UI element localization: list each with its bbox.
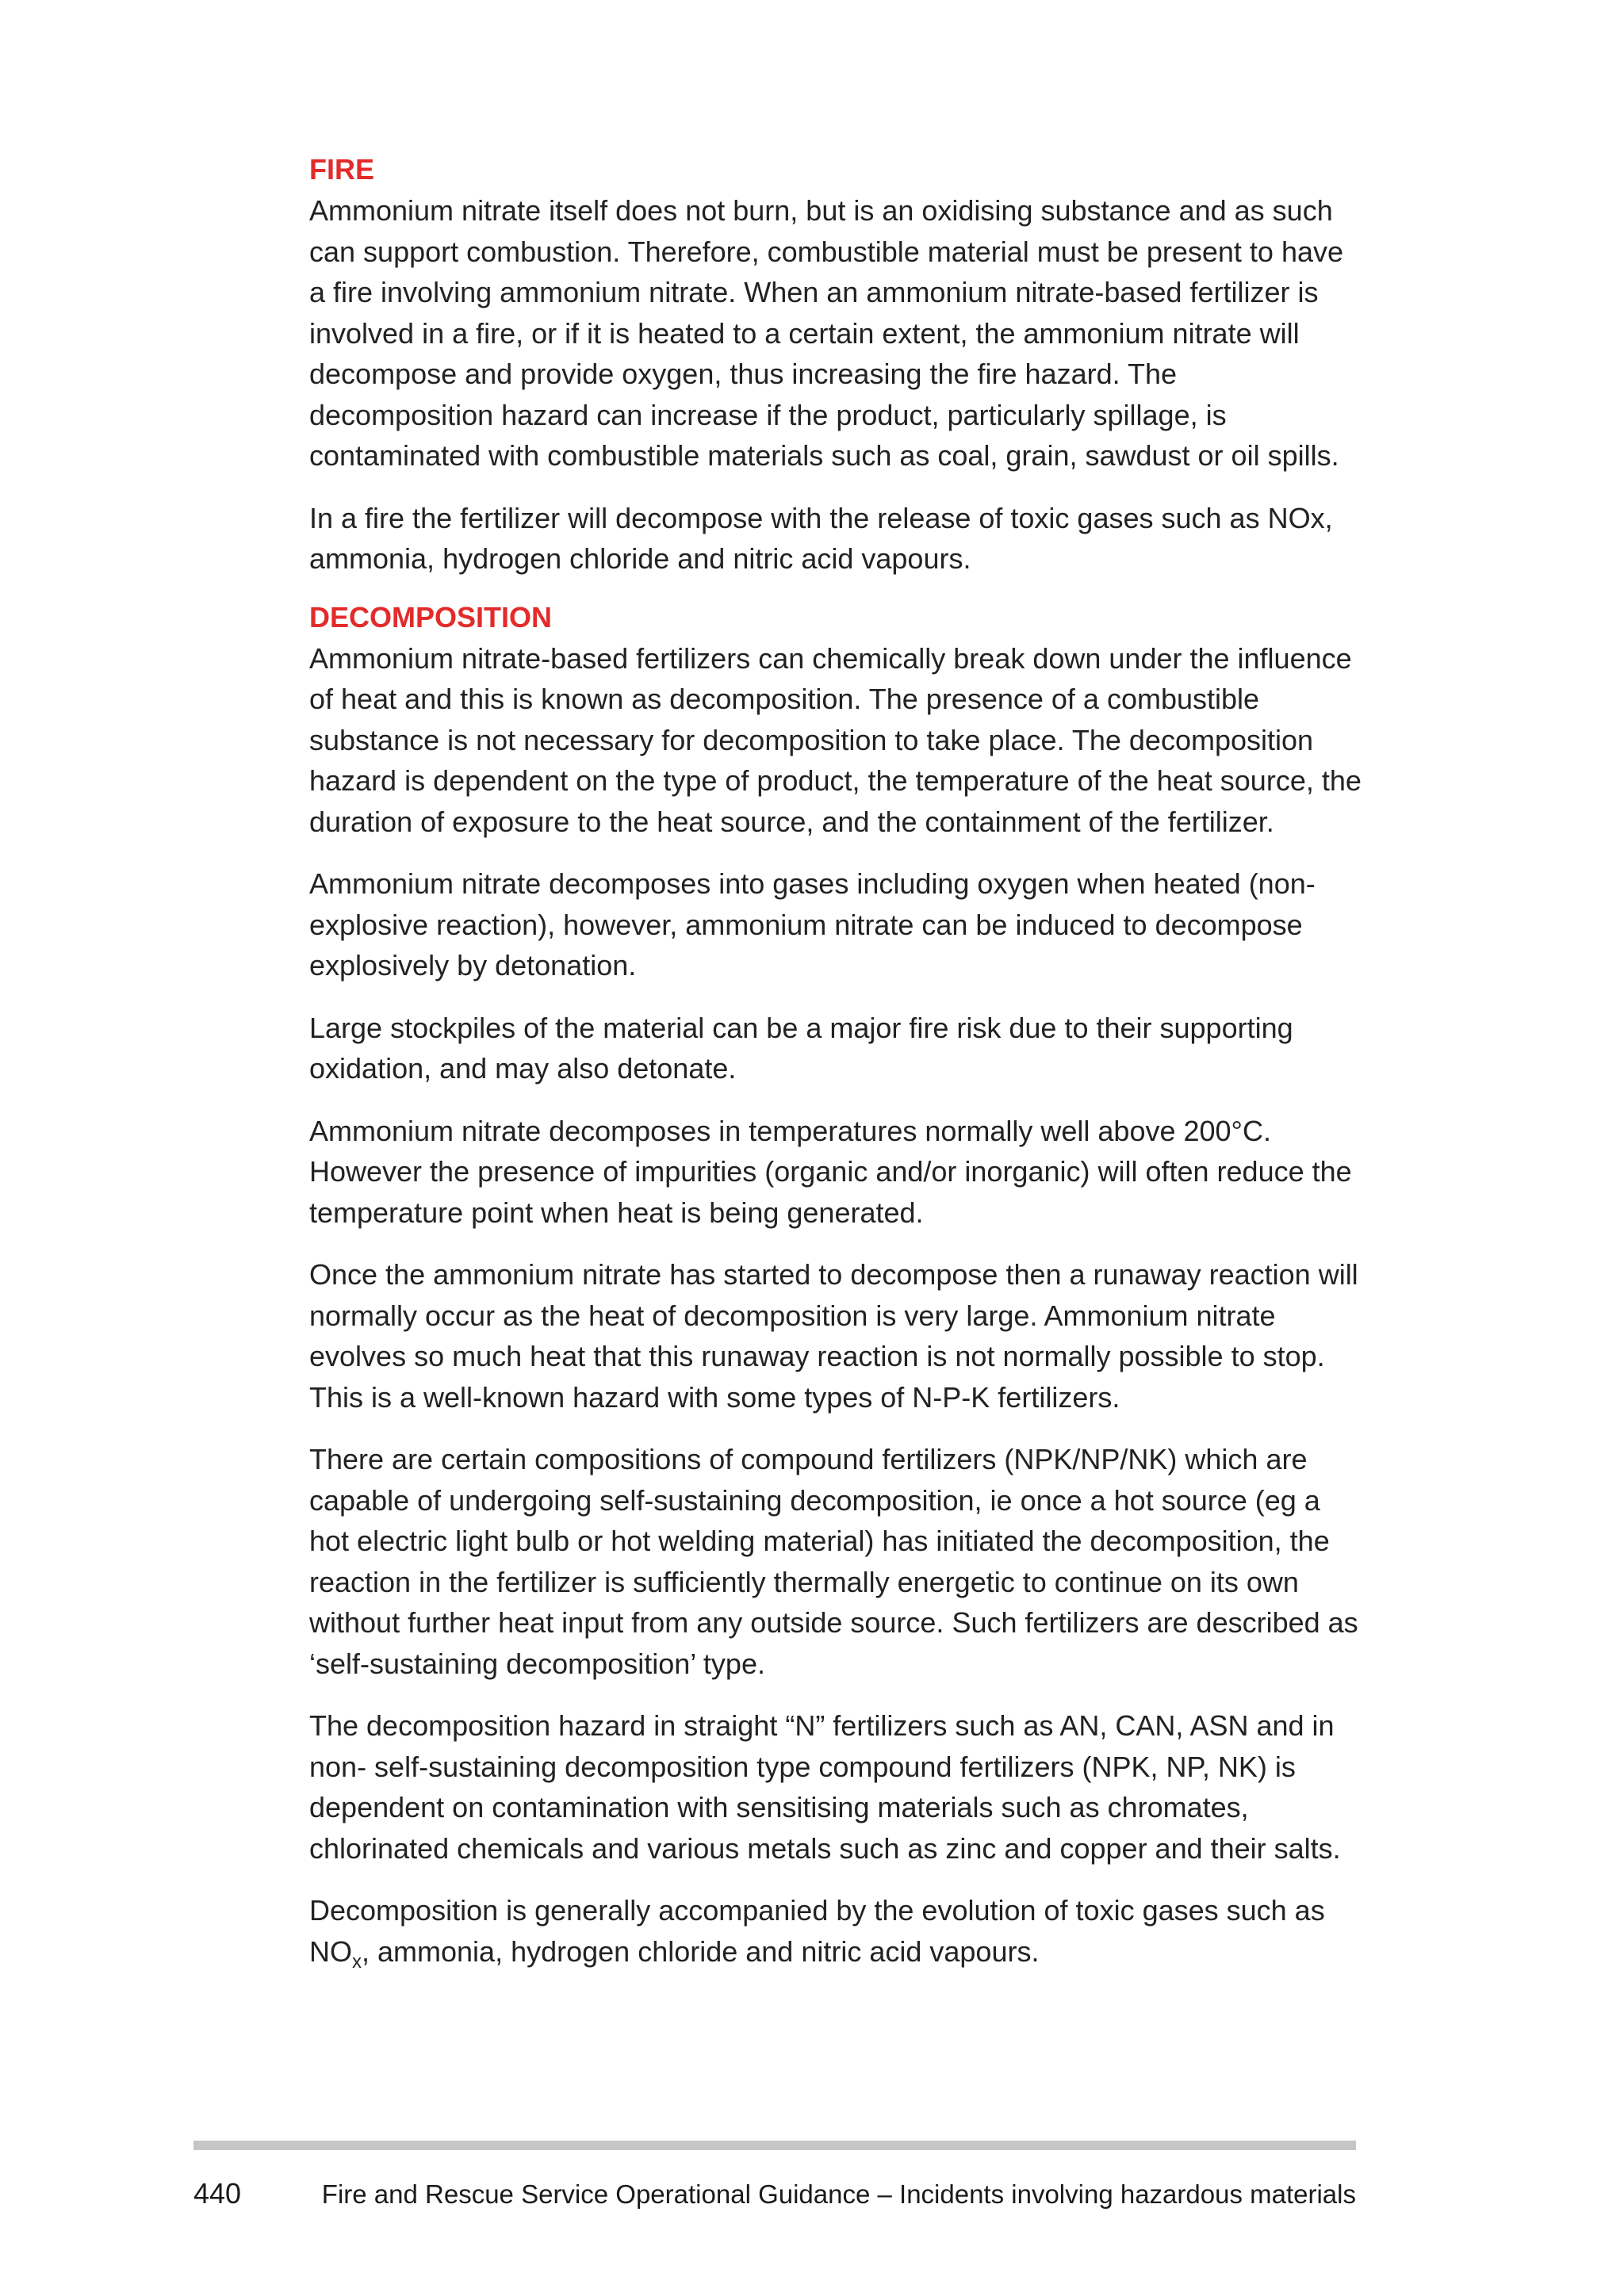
section-heading-decomposition: DECOMPOSITION bbox=[309, 600, 553, 633]
footer-title: Fire and Rescue Service Operational Guidance – Incidents involving hazardous materials bbox=[321, 2179, 1356, 2209]
paragraph: In a fire the fertilizer will decompose with the release of toxic gases such as NOx, ammonia, hydrogen chloride and nitric acid vapours. bbox=[309, 501, 1333, 575]
text-segment: Decomposition is generally accompanied by the evolution of toxic gases such as NO bbox=[309, 1894, 1325, 1968]
paragraph: The decomposition hazard in straight “N” fertilizers such as AN, CAN, ASN and in non- self-sustaining decomposition type compound fertilizers (NPK, NP, NK) is dependent on contamination with sensitising materials such as chromates, chlorinated chemicals and various metals such as zinc and copper and their salts. bbox=[309, 1709, 1341, 1865]
main-content bbox=[309, 149, 1364, 1993]
paragraph: Large stockpiles of the material can be a major fire risk due to their supporting oxidation, and may also detonate. bbox=[309, 1011, 1293, 1085]
text-segment: , ammonia, hydrogen chloride and nitric acid vapours. bbox=[362, 1934, 1040, 1968]
section-heading-fire: FIRE bbox=[309, 153, 375, 186]
footer-divider bbox=[193, 2141, 1356, 2150]
paragraph-last bbox=[309, 1890, 1364, 1972]
paragraph: There are certain compositions of compound fertilizers (NPK/NP/NK) which are capable of undergoing self-sustaining decomposition, ie once a hot source (eg a hot electric light bulb or hot welding material) has initiated the decomposition, the reaction in the fertilizer is sufficiently thermally energetic to continue on its own without further heat input from any outside source. Such fertilizers are described as ‘self-sustaining decomposition’ type. bbox=[309, 1443, 1358, 1680]
paragraph: Ammonium nitrate decomposes into gases including oxygen when heated (non-explosive reaction), however, ammonium nitrate can be induced to decompose explosively by detonation. bbox=[309, 867, 1316, 982]
paragraph: Ammonium nitrate-based fertilizers can chemically break down under the influence of heat and this is known as decomposition. The presence of a combustible substance is not necessary for decomposition to take place. The decomposition hazard is dependent on the type of product, the temperature of the heat source, the duration of exposure to the heat source, and the containment of the fertilizer. bbox=[309, 641, 1362, 838]
page-number: 440 bbox=[193, 2177, 242, 2210]
paragraph: Ammonium nitrate itself does not burn, but is an oxidising substance and as such can support combustion. Therefore, combustible material must be present to have a fire involving ammonium nitrate. When an ammonium nitrate-based fertilizer is involved in a fire, or if it is heated to a certain extent, the ammonium nitrate will decompose and provide oxygen, thus increasing the fire hazard. The decomposition hazard can increase if the product, particularly spillage, is contaminated with combustible materials such as coal, grain, sawdust or oil spills. bbox=[309, 194, 1344, 472]
paragraph: Ammonium nitrate decomposes in temperatures normally well above 200°C. However the presence of impurities (organic and/or inorganic) will often reduce the temperature point when heat is being generated. bbox=[309, 1114, 1352, 1229]
subscript: x bbox=[352, 1950, 362, 1973]
paragraph: Once the ammonium nitrate has started to decompose then a runaway reaction will normally occur as the heat of decomposition is very large. Ammonium nitrate evolves so much heat that this runaway reaction is not normally possible to stop. This is a well-known hazard with some types of N-P-K fertilizers. bbox=[309, 1258, 1358, 1414]
